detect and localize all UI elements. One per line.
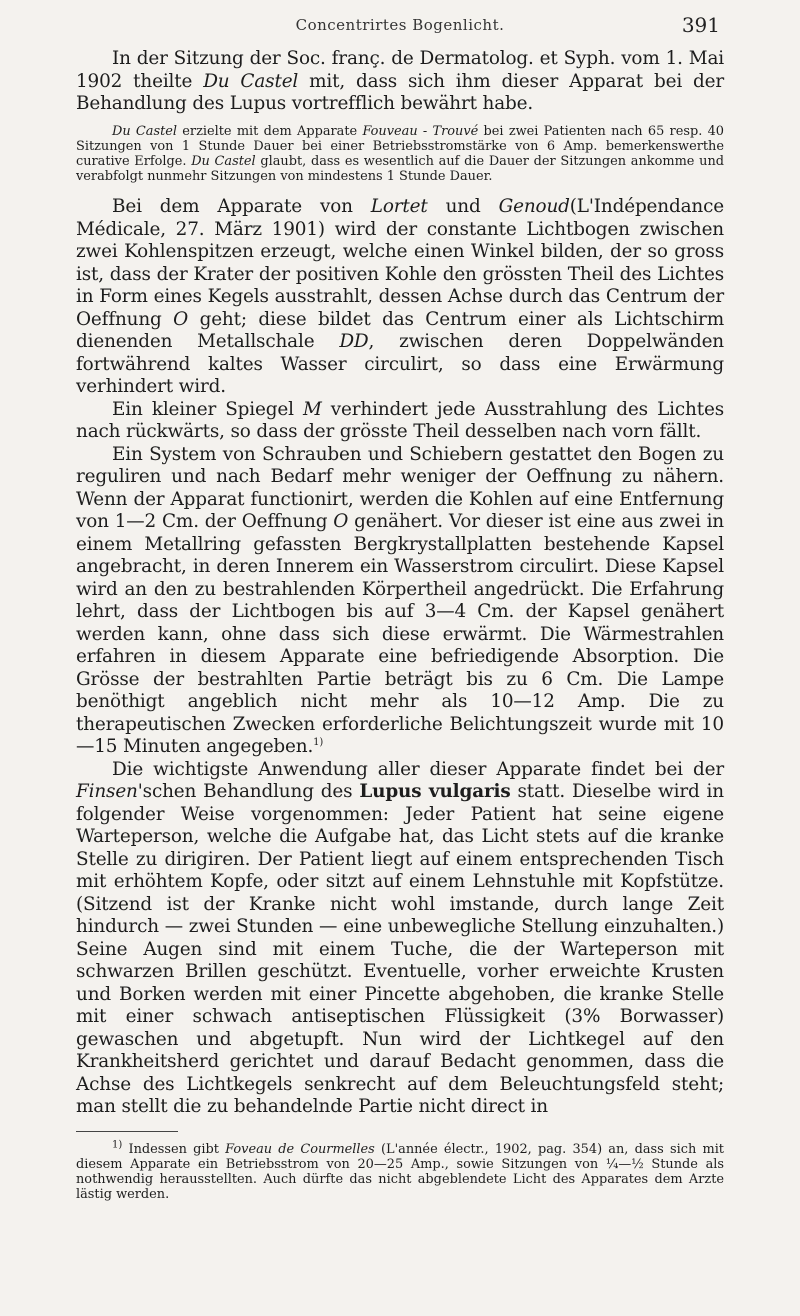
author-name: Genoud — [498, 196, 570, 218]
body-text — [76, 48, 724, 116]
book-page — [76, 0, 724, 1203]
footnote — [76, 1139, 724, 1203]
text-span: Indessen gibt — [122, 1141, 226, 1157]
running-head — [76, 0, 724, 48]
text-span: statt. Dieselbe wird in folgender Weise vorgenommen: Jeder Patient hat seine eigene Warteperson, welche die Aufgabe hat, das Licht stets auf die kranke Stelle zu dirigiren. Der Patient liegt auf einem entsprechenden Tisch mit erhöhtem Kopfe, oder sitzt auf einem Lehnstuhle mit Kopfstütze. (Sitzend ist der Kranke nicht wohl imstande, durch lange Zeit hindurch — zwei Stunden — eine unbewegliche Stellung einzuhalten.) Seine Augen sind mit einem Tuche, die der Warteperson mit schwarzen Brillen geschützt. Eventuelle, vorher erweichte Krusten und Borken werden mit einer Pincette abgehoben, die kranke Stelle mit einer schwach antiseptischen Flüssigkeit (3% Borwasser) gewaschen und abgetupft. Nun wird der Lichtkegel auf den Krankheitsherd gerichtet und darauf Bedacht genommen, dass die Achse des Lichtkegels senkrecht auf dem Beleuchtungsfeld steht; man stellt die zu behandelnde Partie nicht direct in — [76, 781, 724, 1118]
text-span: (L'année électr., 1902, pag. 354) an, dass sich mit diesem Apparate ein Betriebsstrom von 20—25 Amp., sowie Sitzungen von ¼—½ Stunde als nothwendig herausstellten. Auch dürfte das nicht abgeblendete Licht des Apparates dem Arzte lästig werden. — [76, 1141, 724, 1203]
figure-label: DD — [339, 331, 369, 353]
figure-label: O — [173, 308, 189, 330]
text-span: und — [427, 196, 499, 218]
disease-name: Lupus vulgaris — [359, 781, 511, 803]
text-span: Die wichtigste Anwendung aller dieser Apparate findet bei der — [112, 758, 724, 780]
author-name: Du Castel — [191, 153, 256, 169]
author-name: Du Castel — [203, 70, 299, 92]
author-name: Finsen — [76, 781, 138, 803]
text-span: genähert. Vor dieser ist eine aus zwei in einem Metallring gefassten Bergkrystallplatten bestehende Kapsel angebracht, in deren Innerem ein Wasserstrom circulirt. Diese Kapsel wird an den zu bestrahlenden Körpertheil angedrückt. Die Erfahrung lehrt, dass der Lichtbogen bis auf 3—4 Cm. der Kapsel genähert werden kann, ohne dass sich diese erwärmt. Die Wärmestrahlen erfahren in diesem Apparate eine befriedigende Absorption. Die Grösse der bestrahlten Partie beträgt bis zu 6 Cm. Die Lampe benöthigt angeblich nicht mehr als 10—12 Amp. Die zu therapeutischen Zwecken erforderliche Belichtungszeit wurde mit 10—15 Minuten angegeben. — [76, 511, 724, 758]
page-number: 391 — [681, 13, 720, 37]
author-name: Du Castel — [112, 123, 178, 139]
paragraph-lortet-genoud — [76, 196, 724, 399]
text-span: In der Sitzung der Soc. franç. de Dermatolog. et Syph. vom 1. Mai 1902 theilte — [76, 48, 724, 92]
footnote-divider — [76, 1131, 178, 1132]
small-print-note — [76, 124, 724, 185]
text-span: erzielte mit dem Apparate — [177, 123, 363, 139]
text-span: (L'Indépendance Médicale, 27. März 1901) wird der constante Lichtbogen zwischen zwei Kohlenspitzen erzeugt, welche einen Winkel bilden, der so gross ist, dass der Krater der positiven Kohle den grössten Theil des Lichtes in Form eines Kegels ausstrahlt, dessen Achse durch das Centrum der Oeffnung — [76, 196, 725, 330]
paragraph-small-du-castel — [76, 124, 724, 185]
paragraph-du-castel-report — [76, 48, 724, 116]
text-span: Ein System von Schrauben und Schiebern gestattet den Bogen zu reguliren und nach Bedarf mehr weniger der Oeffnung zu nähern. Wenn der Apparat functionirt, werden die Kohlen auf eine Entfernung von 1—2 Cm. der Oeffnung — [76, 443, 724, 533]
text-span: , zwischen deren Doppelwänden fortwährend kaltes Wasser circulirt, so dass eine Erwärmung verhindert wird. — [76, 331, 724, 398]
figure-label: M — [302, 398, 322, 420]
running-title: Concentrirtes Bogenlicht. — [295, 16, 505, 34]
footnote-text — [76, 1139, 724, 1203]
body-text-main — [76, 196, 724, 1119]
text-span: 'schen Behandlung des — [137, 781, 360, 803]
footnote-marker: 1) — [112, 1139, 123, 1151]
text-span: glaubt, dass es wesentlich auf die Dauer der Sitzungen ankomme und verabfolgt nunmehr Sitzungen von mindestens 1 Stunde Dauer. — [76, 153, 724, 185]
text-span: bei zwei Patienten nach 65 resp. 40 Sitzungen von 1 Stunde Dauer bei einer Betriebsstromstärke von 6 Amp. bemerkenswerthe curative Erfolge. — [76, 123, 724, 169]
text-span: verhindert jede Ausstrahlung des Lichtes nach rückwärts, so dass der grösste Theil desselben nach vorn fällt. — [76, 398, 724, 443]
text-span: Ein kleiner Spiegel — [112, 398, 303, 420]
author-name: Foveau de Courmelles — [225, 1141, 375, 1157]
apparatus-name: Fouveau - Trouvé — [362, 123, 479, 139]
footnote-reference[interactable]: 1) — [313, 737, 324, 749]
paragraph-regulation — [76, 444, 724, 759]
figure-label: O — [333, 511, 349, 533]
text-span: geht; diese bildet das Centrum einer als Lichtschirm dienenden Metallschale — [76, 308, 724, 353]
text-span: mit, dass sich ihm dieser Apparat bei der Behandlung des Lupus vortrefflich bewährt habe. — [76, 70, 724, 114]
paragraph-mirror — [76, 399, 724, 444]
author-name: Lortet — [370, 196, 428, 218]
paragraph-finsen-treatment — [76, 759, 724, 1119]
text-span: Bei dem Apparate von — [112, 196, 371, 218]
